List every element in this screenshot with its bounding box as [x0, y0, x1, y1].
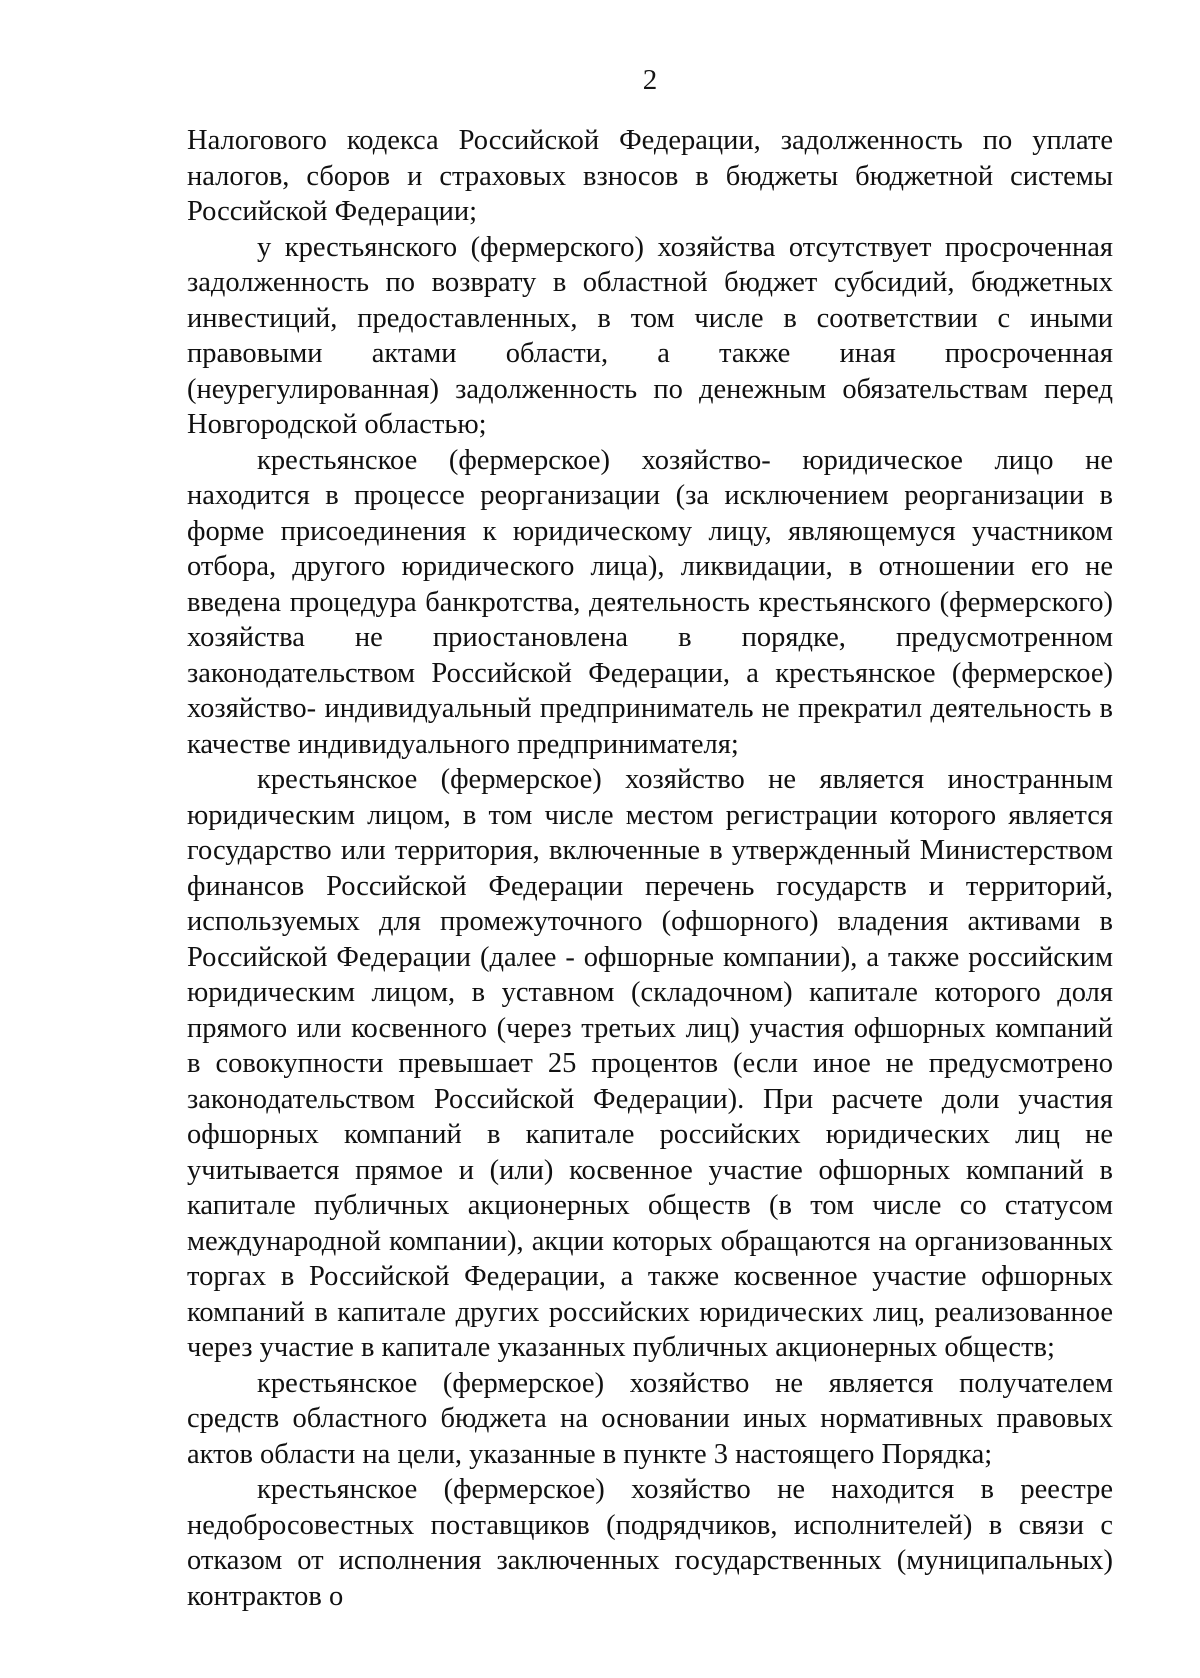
paragraph-tax-debt: Налогового кодекса Российской Федерации, задолженность по уплате налогов, сборов и страховых взносов в бюджеты бюджетной системы Российской Федерации; [187, 125, 1113, 227]
page-number: 2 [642, 64, 658, 96]
paragraph-suppliers-registry: крестьянское (фермерское) хозяйство не находится в реестре недобросовестных поставщиков (подрядчиков, исполнителей) в связи с отказом от исполнения заключенных государственных (муниципальных) контрактов о [187, 1474, 1113, 1612]
paragraph-overdue-debt: у крестьянского (фермерского) хозяйства отсутствует просроченная задолженность по возврату в областной бюджет субсидий, бюджетных инвестиций, предоставленных, в том числе в соответствии с иными правовыми актами области, а также иная просроченная (неурегулированная) задолженность по денежным обязательствам перед Новгородской областью; [187, 231, 1113, 440]
document-body [187, 123, 1113, 1614]
paragraph-offshore: крестьянское (фермерское) хозяйство не является иностранным юридическим лицом, в том числе местом регистрации которого является государство или территория, включенные в утвержденный Министерством финансов Российской Федерации перечень государств и территорий, используемых для промежуточного (офшорного) владения активами в Российской Федерации (далее - офшорные компании), а также российским юридическим лицом, в уставном (складочном) капитале которого доля прямого или косвенного (через третьих лиц) участия офшорных компаний в совокупности превышает 25 процентов (если иное не предусмотрено законодательством Российской Федерации). При расчете доли участия офшорных компаний в капитале российских юридических лиц не учитывается прямое и (или) косвенное участие офшорных компаний в капитале публичных акционерных обществ (в том числе со статусом международной компании), акции которых обращаются на организованных торгах в Российской Федерации, а также косвенное участие офшорных компаний в капитале других российских юридических лиц, реализованное через участие в капитале указанных публичных акционерных обществ; [187, 764, 1113, 1363]
paragraph-reorganization: крестьянское (фермерское) хозяйство- юридическое лицо не находится в процессе реорганизации (за исключением реорганизации в форме присоединения к юридическому лицу, являющемуся участником отбора, другого юридического лица), ликвидации, в отношении его не введена процедура банкротства, деятельность крестьянского (фермерского) хозяйства не приостановлена в порядке, предусмотренном законодательством Российской Федерации, а крестьянское (фермерское) хозяйство- индивидуальный предприниматель не прекратил деятельность в качестве индивидуального предпринимателя; [187, 444, 1113, 760]
paragraph-budget-recipient: крестьянское (фермерское) хозяйство не является получателем средств областного бюджета на основании иных нормативных правовых актов области на цели, указанные в пункте 3 настоящего Порядка; [187, 1367, 1113, 1470]
